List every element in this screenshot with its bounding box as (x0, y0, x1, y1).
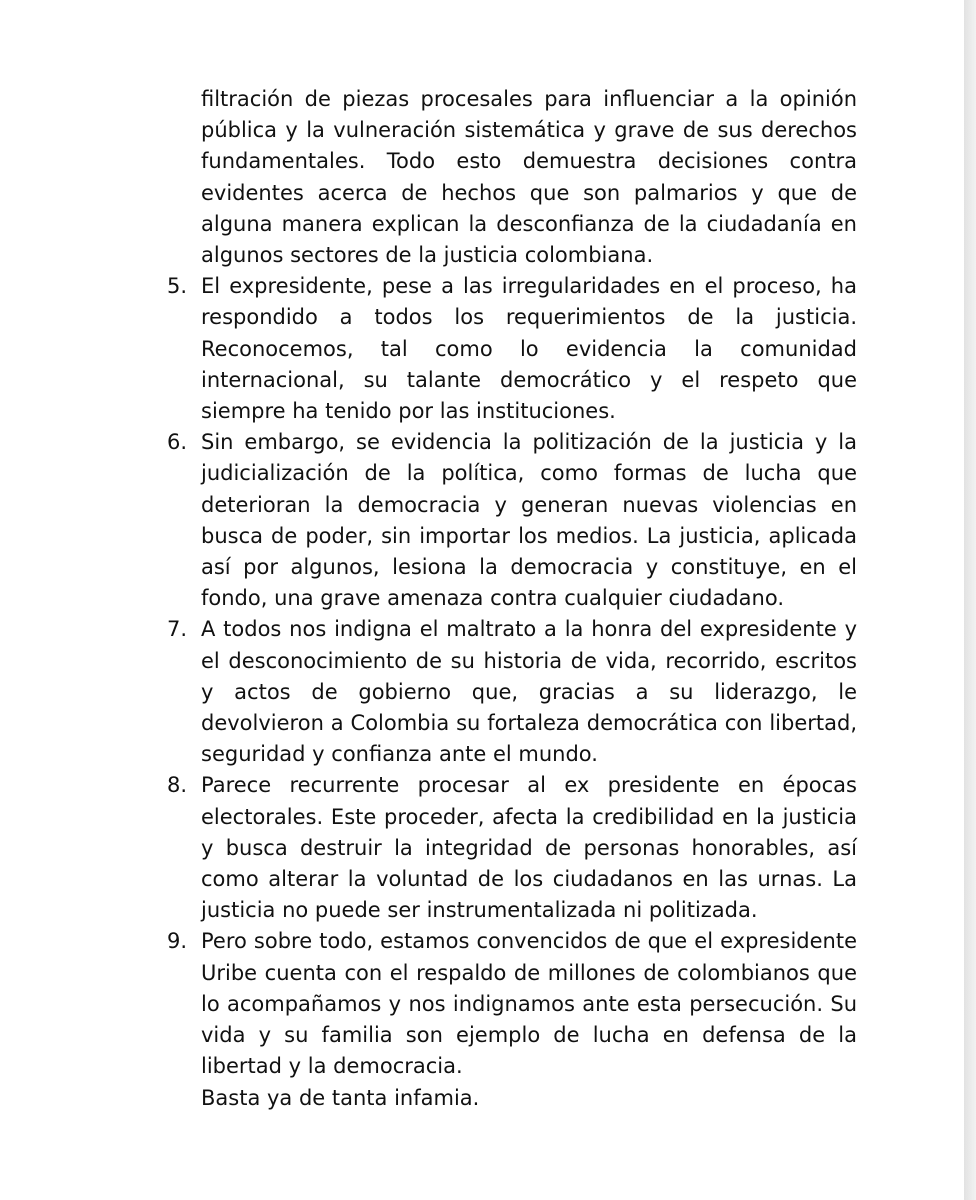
list-item-number: 7. (167, 617, 188, 642)
list-item-text: Pero sobre todo, estamos convencidos de que el expresidente Uribe cuenta con el respaldo de millones de colombianos que lo acompañamos y nos indignamos ante esta persecución. Su vida y su familia son ejemplo de lucha en defensa de la libertad y la democracia. (201, 929, 857, 1079)
document-body (167, 84, 857, 1114)
list-item (167, 770, 857, 926)
intro-paragraph: filtración de piezas procesales para influenciar a la opinión pública y la vulneración sistemática y grave de sus derechos fundamentales. Todo esto demuestra decisiones contra evidentes acerca de hechos que son palmarios y que de alguna manera explican la desconfianza de la ciudadanía en algunos sectores de la justicia colombiana. (201, 87, 857, 268)
list-item-text: A todos nos indigna el maltrato a la honra del expresidente y el desconocimiento de su historia de vida, recorrido, escritos y actos de gobierno que, gracias a su liderazgo, le devolvieron a Colombia su fortaleza democrática con libertad, seguridad y confianza ante el mundo. (201, 617, 857, 767)
list-item (167, 427, 857, 614)
list-item-number: 8. (167, 773, 188, 798)
numbered-list (167, 271, 857, 1082)
list-item-number: 5. (167, 274, 188, 299)
list-item (167, 926, 857, 1082)
closing-line: Basta ya de tanta infamia. (201, 1085, 480, 1110)
list-item-text: Sin embargo, se evidencia la politización de la justicia y la judicialización de la política, como formas de lucha que deterioran la democracia y generan nuevas violencias en busca de poder, sin importar los medios. La justicia, aplicada así por algunos, lesiona la democracia y constituye, en el fondo, una grave amenaza contra cualquier ciudadano. (201, 430, 857, 611)
list-item-text: El expresidente, pese a las irregularidades en el proceso, ha respondido a todos los requerimientos de la justicia. Reconocemos, tal como lo evidencia la comunidad internacional, su talante democrático y el respeto que siempre ha tenido por las instituciones. (201, 274, 857, 424)
list-item-number: 6. (167, 430, 188, 455)
list-item (167, 614, 857, 770)
list-item-text: Parece recurrente procesar al ex presidente en épocas electorales. Este proceder, afecta la credibilidad en la justicia y busca destruir la integridad de personas honorables, así como alterar la voluntad de los ciudadanos en las urnas. La justicia no puede ser instrumentalizada ni politizada. (201, 773, 857, 923)
list-item-number: 9. (167, 929, 188, 954)
list-item (167, 271, 857, 427)
page-edge-shadow (964, 0, 976, 1200)
